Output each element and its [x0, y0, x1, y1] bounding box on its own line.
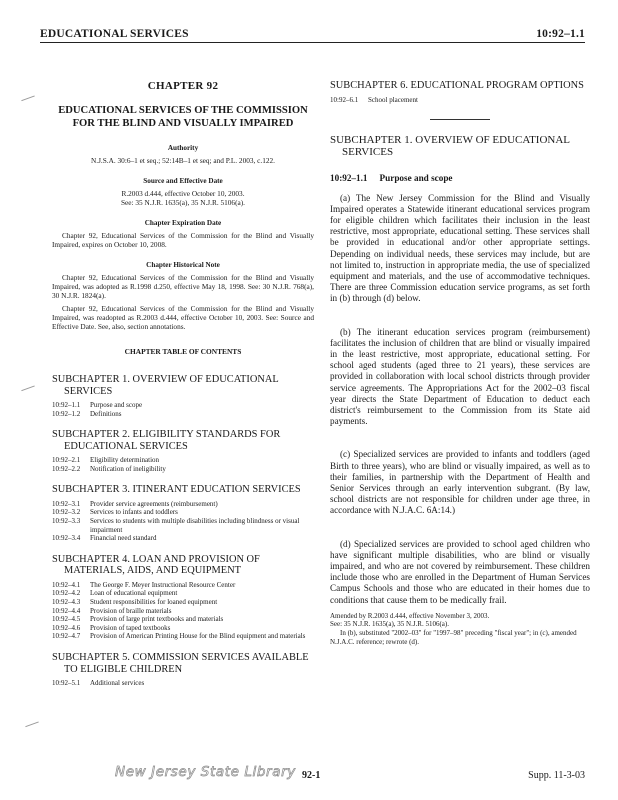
toc-entry-title: Services to students with multiple disabilities including blindness or visual impairment: [90, 517, 300, 534]
history-heading: Chapter Historical Note: [146, 261, 220, 269]
toc-entry: [52, 456, 314, 465]
subchapter-6-heading: SUBCHAPTER 6. EDUCATIONAL PROGRAM OPTIONS: [330, 80, 584, 91]
toc-entry-number: 10:92–3.1: [52, 499, 81, 508]
toc-entry-title: School placement: [368, 96, 418, 104]
toc-entry-title: Services to infants and toddlers: [90, 508, 178, 517]
running-header-title: EDUCATIONAL SERVICES: [40, 28, 189, 40]
chapter-title: EDUCATIONAL SERVICES OF THE COMMISSION FOR THE BLIND AND VISUALLY IMPAIRED: [58, 105, 308, 129]
toc-entry-title: Provision of braille materials: [90, 606, 172, 615]
toc-entry: [52, 607, 314, 616]
toc-entry-title: Loan of educational equipment: [90, 589, 178, 598]
toc-entry: [52, 508, 314, 517]
toc-subchapter-list: [52, 456, 314, 473]
toc-entry-number: 10:92–3.2: [52, 508, 81, 517]
right-column: [330, 80, 590, 646]
page-number: 92-1: [302, 770, 321, 781]
toc-subchapter-heading: SUBCHAPTER 1. OVERVIEW OF EDUCATIONAL SERVICES: [52, 374, 279, 397]
toc-entry-number: 10:92–1.1: [52, 401, 81, 409]
section-title: Purpose and scope: [379, 172, 453, 183]
toc-entry: [52, 581, 314, 590]
amendment-line-3: In (b), substituted "2002–03" for "1997–98" preceding "fiscal year"; in (c), amended N.J.A.C. reference; rewrote (d).: [330, 629, 577, 646]
toc-subchapter-list: [52, 500, 314, 543]
toc-subchapter-heading: SUBCHAPTER 4. LOAN AND PROVISION OF MATERIALS, AIDS, AND EQUIPMENT: [52, 553, 260, 577]
toc-entry-number: 10:92–4.5: [52, 615, 81, 624]
toc-entry-title: Provision of taped textbooks: [90, 623, 171, 632]
toc-entry: [52, 410, 314, 419]
toc-entry: [52, 465, 314, 474]
source-heading: Source and Effective Date: [143, 177, 223, 185]
toc-entry-title: Definitions: [90, 409, 122, 418]
toc-subchapter-heading: SUBCHAPTER 5. COMMISSION SERVICES AVAILABLE TO ELIGIBLE CHILDREN: [52, 652, 309, 675]
toc-entry-number: 10:92–4.3: [52, 598, 81, 607]
margin-mark: [23, 716, 39, 727]
toc-entry-number: 10:92–4.6: [52, 623, 81, 632]
toc-entry-number: 10:92–5.1: [52, 679, 81, 687]
amendment-line-1: Amended by R.2003 d.444, effective November 3, 2003.: [330, 611, 490, 620]
toc-entry-title: Notification of ineligibility: [90, 464, 166, 473]
toc-subchapter-heading: SUBCHAPTER 3. ITINERANT EDUCATION SERVICES: [52, 484, 301, 496]
body-paragraph: (c) Specialized services are provided to infants and toddlers (aged Birth to three years), who are blind or visually impaired, as well as to their families, in partnership with the Department of Health and Senior Services through an early intervention subgrant. (By law, school districts are not responsible for children under age three, in accordance with N.J.A.C. 6A:14.): [330, 449, 590, 516]
toc-entry-number: 10:92–2.2: [52, 464, 81, 473]
table-of-contents: [52, 374, 314, 688]
source-line-2: See: 35 N.J.R. 1635(a), 35 N.J.R. 5106(a).: [120, 198, 246, 207]
running-header: [40, 24, 585, 40]
toc-entry: [52, 500, 314, 509]
toc-entry-number: 10:92–4.1: [52, 580, 81, 589]
source-line-1: R.2003 d.444, effective October 10, 2003.: [121, 189, 245, 198]
toc-entry-number: 10:92–6.1: [330, 96, 359, 104]
toc-entry: [52, 679, 314, 688]
toc-entry: [330, 96, 590, 105]
toc-entry-title: Provider service agreements (reimbursement): [90, 499, 218, 508]
body-paragraph: (d) Specialized services are provided to school aged children who have significant multiple disabilities, who are blind or visually impaired, and who are not covered by reimbursement. These children include those who are enrolled in the Department of Human Services Campus Schools and those who are educated in their homes due to conditions that cause them to be medically frail.: [330, 538, 590, 605]
toc-entry-number: 10:92–4.4: [52, 606, 81, 615]
chapter-number: CHAPTER 92: [147, 80, 219, 92]
toc-subchapter-list: [52, 679, 314, 688]
toc-entry-title: Additional services: [90, 679, 145, 687]
toc-entry-number: 10:92–2.1: [52, 456, 81, 465]
history-paragraph-1: Chapter 92, Educational Services of the Commission for the Blind and Visually Impaired, was adopted as R.1998 d.250, effective May 18, 1998. See: 30 N.J.R. 768(a), 30 N.J.R. 1824(a).: [52, 273, 314, 300]
toc-entry: [52, 615, 314, 624]
expiration-text: Chapter 92, Educational Services of the Commission for the Blind and Visually Impaired, expires on October 10, 2008.: [52, 231, 314, 249]
section-divider: [430, 119, 490, 120]
toc-entry-number: 10:92–4.2: [52, 589, 81, 598]
toc-entry-number: 10:92–3.3: [52, 517, 81, 526]
body-paragraph: (a) The New Jersey Commission for the Blind and Visually Impaired operates a Statewide itinerant educational services program for eligible children which facilitates their inclusion in the least restrictive, most appropriate, educational setting. These services shall be provided in educational and/or other appropriate settings. Depending on individual needs, these services may include, but are not limited to, instruction in appropriate media, the use of specialized equipment and materials, and the use of accommodative techniques. There are three Commission education service programs, as set forth in (b) through (d) below.: [330, 192, 590, 304]
header-rule: [40, 42, 585, 43]
toc-entry-title: The George F. Meyer Instructional Resource Center: [90, 580, 236, 589]
toc-entry-title: Provision of large print textbooks and materials: [90, 615, 224, 624]
toc-entry: [52, 534, 314, 543]
section-body: [330, 193, 590, 606]
section-number: 10:92–1.1: [330, 172, 368, 183]
toc-subchapter-list: [52, 401, 314, 418]
running-header-section: 10:92–1.1: [536, 28, 585, 40]
page-footer: [40, 764, 585, 784]
supplement-date: Supp. 11-3-03: [528, 770, 585, 781]
toc-entry: [52, 632, 314, 641]
toc-entry-title: Eligibility determination: [90, 456, 160, 465]
margin-mark: [19, 380, 35, 391]
toc-entry-number: 10:92–4.7: [52, 632, 81, 641]
subchapter-1-heading: SUBCHAPTER 1. OVERVIEW OF EDUCATIONAL SERVICES: [330, 133, 570, 159]
authority-text: N.J.S.A. 30:6–1 et seq.; 52:14B–1 et seq; and P.L. 2003, c.122.: [90, 156, 276, 165]
authority-heading: Authority: [167, 144, 199, 152]
toc-entry: [52, 589, 314, 598]
toc-entry-number: 10:92–3.4: [52, 534, 81, 543]
body-paragraph: (b) The itinerant education services program (reimbursement) facilitates the inclusion of children that are blind or visually impaired in the least restrictive, most appropriate, educational setting. For school aged students (aged three to 21 years), these services are provided in collaboration with local school districts through provider service agreements. The Appropriations Act for the 2002–03 fiscal year directs the State Department of Education to deduct each district's reimbursement to the Commission from its State aid payments.: [330, 326, 590, 427]
toc-entry: [52, 401, 314, 410]
toc-entry-title: Student responsibilities for loaned equipment: [90, 598, 218, 607]
toc-heading: CHAPTER TABLE OF CONTENTS: [124, 347, 242, 356]
library-stamp: New Jersey State Library: [115, 764, 296, 780]
toc-subchapter-list: [52, 581, 314, 641]
toc-entry: [52, 598, 314, 607]
amendment-line-2: See: 35 N.J.R. 1635(a), 35 N.J.R. 5106(a).: [330, 620, 449, 629]
left-column: [52, 80, 314, 699]
margin-mark: [19, 90, 35, 101]
history-paragraph-2: Chapter 92, Educational Services of the Commission for the Blind and Visually Impaired, was readopted as R.2003 d.444, effective October 10, 2003. See: Source and Effective Date. See, also, section annotations.: [52, 304, 314, 331]
toc-subchapter-heading: SUBCHAPTER 2. ELIGIBILITY STANDARDS FOR EDUCATIONAL SERVICES: [52, 429, 281, 452]
toc-entry: [52, 624, 314, 633]
toc-entry: [52, 517, 314, 534]
toc-entry-title: Purpose and scope: [90, 401, 143, 409]
toc-entry-title: Financial need standard: [90, 534, 157, 543]
toc-entry-number: 10:92–1.2: [52, 409, 81, 418]
expiration-heading: Chapter Expiration Date: [144, 219, 222, 227]
toc-entry-title: Provision of American Printing House for the Blind equipment and materials: [90, 632, 306, 641]
section-heading: [330, 173, 590, 183]
